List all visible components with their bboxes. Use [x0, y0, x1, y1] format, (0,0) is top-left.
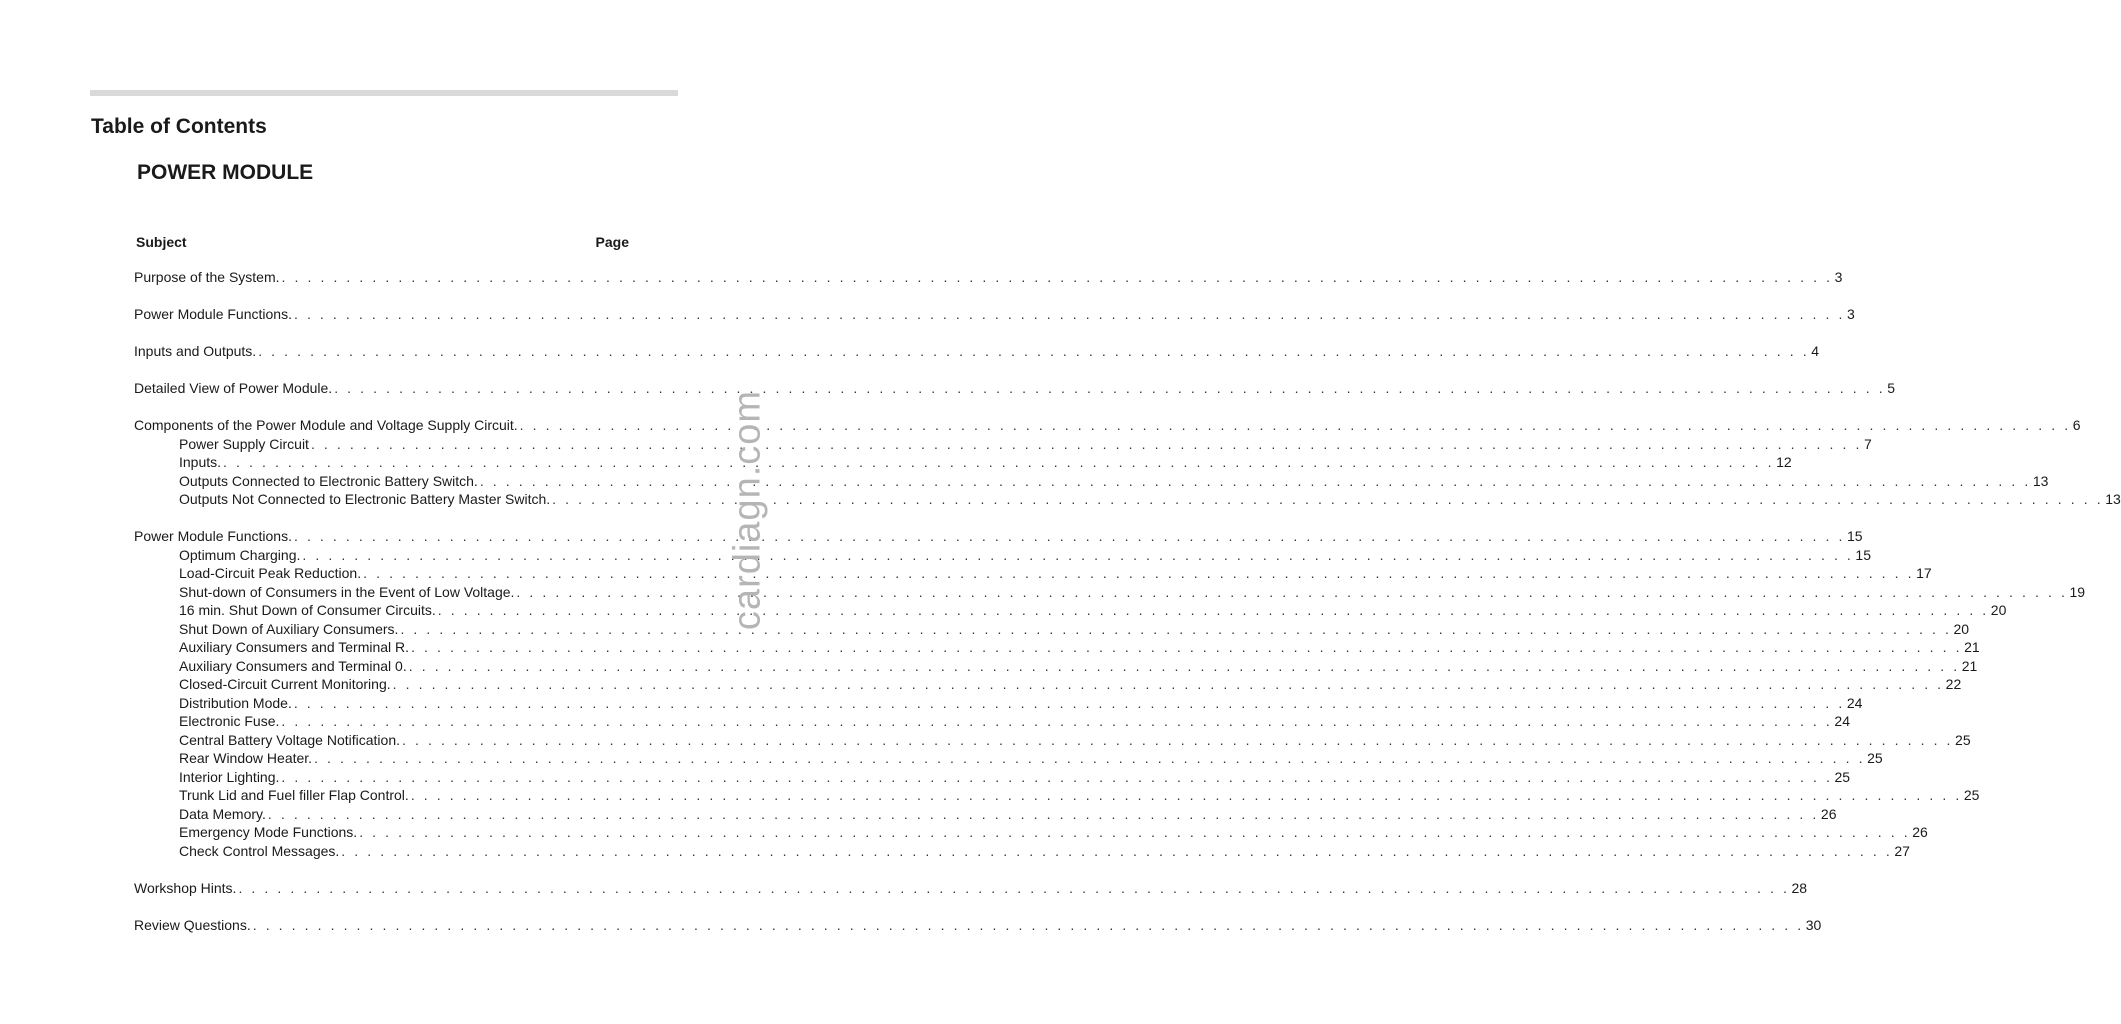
toc-entry — [134, 527, 1863, 546]
toc-subentry — [134, 435, 1872, 454]
dot-leader: . . . . . . . . . . . . . . . . . . . . . . . . . . . . . . . . . . . . . . . . . . . . . . . . . . . . . . . . . . . . . . . . . . . . . . . . . . . . . . . . . . . . . . . . . . . . . . . . . . . . . . . . . . . . . . . . . . . . . . . . — [238, 879, 1790, 896]
entry-page-number: 25 — [1867, 750, 1883, 766]
toc-subentry — [134, 749, 1883, 768]
entry-title: Check Control Messages. — [179, 842, 340, 859]
toc-subentry — [134, 472, 2049, 491]
entry-title: Emergency Mode Functions. — [179, 824, 358, 840]
entry-page-number: 20 — [1990, 602, 2007, 618]
toc-subentry — [134, 583, 2086, 602]
entry-title: Review Questions. — [134, 916, 251, 933]
entry-page-number: 24 — [1834, 713, 1850, 729]
toc-subentry — [134, 842, 1910, 861]
dot-leader: . . . . . . . . . . . . . . . . . . . . . . . . . . . . . . . . . . . . . . . . . . . . . . . . . . . . . . . . . . . . . . . . . . . . . . . . . . . . . . . . . . . . . . . . . . . . . . . . . . . . . . . . . . . . . . . . . . . . . . . . — [310, 435, 1862, 452]
entry-page-number: 4 — [1811, 343, 1820, 359]
entry-title: Purpose of the System. — [134, 269, 280, 285]
toc-subentry — [134, 805, 1837, 824]
entry-title: Distribution Mode. — [179, 694, 292, 711]
dot-leader: . . . . . . . . . . . . . . . . . . . . . . . . . . . . . . . . . . . . . . . . . . . . . . . . . . . . . . . . . . . . . . . . . . . . . . . . . . . . . . . . . . . . . . . . . . . . . . . . . . . . . . . . . . . . . . . . . . . . . . . . — [281, 713, 1833, 729]
entry-page-number: 22 — [1945, 676, 1962, 692]
entry-page-number: 21 — [1964, 639, 1980, 655]
dot-leader: . . . . . . . . . . . . . . . . . . . . . . . . . . . . . . . . . . . . . . . . . . . . . . . . . . . . . . . . . . . . . . . . . . . . . . . . . . . . . . . . . . . . . . . . . . . . . . . . . . . . . . . . . . . . . . . . . . . . . . . . — [410, 787, 1962, 803]
dot-leader: . . . . . . . . . . . . . . . . . . . . . . . . . . . . . . . . . . . . . . . . . . . . . . . . . . . . . . . . . . . . . . . . . . . . . . . . . . . . . . . . . . . . . . . . . . . . . . . . . . . . . . . . . . . . . . . . . . . . . . . . — [516, 583, 2068, 600]
toc-subentry — [134, 490, 2121, 509]
toc-entry — [134, 305, 1855, 324]
page-heading: Table of Contents — [91, 115, 267, 138]
toc-subentry — [134, 675, 1962, 694]
entry-title: Trunk Lid and Fuel filler Flap Control. — [179, 787, 409, 803]
toc-subentry — [134, 731, 1971, 750]
entry-page-number: 3 — [1834, 269, 1843, 285]
entry-title: Inputs and Outputs. — [134, 343, 257, 359]
toc-subentry — [134, 786, 1980, 805]
dot-leader: . . . . . . . . . . . . . . . . . . . . . . . . . . . . . . . . . . . . . . . . . . . . . . . . . . . . . . . . . . . . . . . . . . . . . . . . . . . . . . . . . . . . . . . . . . . . . . . . . . . . . . . . . . . . . . . . . . . . . . . . — [479, 472, 2031, 489]
toc-group — [134, 879, 1808, 898]
dot-leader: . . . . . . . . . . . . . . . . . . . . . . . . . . . . . . . . . . . . . . . . . . . . . . . . . . . . . . . . . . . . . . . . . . . . . . . . . . . . . . . . . . . . . . . . . . . . . . . . . . . . . . . . . . . . . . . . . . . . . . . . — [252, 916, 1804, 933]
entry-title: Power Supply Circuit — [179, 435, 309, 452]
entry-title: Electronic Fuse. — [179, 713, 280, 729]
entry-title: Data Memory. — [179, 805, 266, 822]
dot-leader: . . . . . . . . . . . . . . . . . . . . . . . . . . . . . . . . . . . . . . . . . . . . . . . . . . . . . . . . . . . . . . . . . . . . . . . . . . . . . . . . . . . . . . . . . . . . . . . . . . . . . . . . . . . . . . . . . . . . . . . . — [552, 491, 2104, 507]
entry-title: Power Module Functions. — [134, 306, 292, 322]
dot-leader: . . . . . . . . . . . . . . . . . . . . . . . . . . . . . . . . . . . . . . . . . . . . . . . . . . . . . . . . . . . . . . . . . . . . . . . . . . . . . . . . . . . . . . . . . . . . . . . . . . . . . . . . . . . . . . . . . . . . . . . . — [223, 454, 1775, 470]
toc-entry — [134, 268, 1843, 287]
toc-subentry — [134, 564, 1932, 583]
entry-title: Shut Down of Auxiliary Consumers. — [179, 620, 399, 637]
entry-page-number: 21 — [1961, 657, 1978, 674]
entry-title: Outputs Not Connected to Electronic Battery Master Switch. — [179, 491, 551, 507]
entry-title: Detailed View of Power Module. — [134, 380, 333, 396]
dot-leader: . . . . . . . . . . . . . . . . . . . . . . . . . . . . . . . . . . . . . . . . . . . . . . . . . . . . . . . . . . . . . . . . . . . . . . . . . . . . . . . . . . . . . . . . . . . . . . . . . . . . . . . . . . . . . . . . . . . . . . . . — [437, 602, 1989, 618]
dot-leader: . . . . . . . . . . . . . . . . . . . . . . . . . . . . . . . . . . . . . . . . . . . . . . . . . . . . . . . . . . . . . . . . . . . . . . . . . . . . . . . . . . . . . . . . . . . . . . . . . . . . . . . . . . . . . . . . . . . . . . . . — [302, 546, 1854, 563]
entry-title: 16 min. Shut Down of Consumer Circuits. — [179, 602, 436, 618]
entry-page-number: 20 — [1953, 620, 1970, 637]
entry-page-number: 25 — [1834, 768, 1851, 785]
toc-entry — [134, 416, 2081, 435]
dot-leader: . . . . . . . . . . . . . . . . . . . . . . . . . . . . . . . . . . . . . . . . . . . . . . . . . . . . . . . . . . . . . . . . . . . . . . . . . . . . . . . . . . . . . . . . . . . . . . . . . . . . . . . . . . . . . . . . . . . . . . . . — [334, 380, 1886, 396]
toc-subentry — [134, 657, 1978, 676]
entry-title: Central Battery Voltage Notification. — [179, 731, 401, 748]
entry-page-number: 13 — [2105, 491, 2121, 507]
entry-page-number: 17 — [1916, 565, 1932, 581]
entry-page-number: 19 — [2069, 583, 2086, 600]
dot-leader: . . . . . . . . . . . . . . . . . . . . . . . . . . . . . . . . . . . . . . . . . . . . . . . . . . . . . . . . . . . . . . . . . . . . . . . . . . . . . . . . . . . . . . . . . . . . . . . . . . . . . . . . . . . . . . . . . . . . . . . . — [293, 528, 1845, 544]
toc-group — [134, 268, 1843, 287]
toc-entry — [134, 916, 1822, 935]
toc-group — [134, 342, 1820, 361]
dot-leader: . . . . . . . . . . . . . . . . . . . . . . . . . . . . . . . . . . . . . . . . . . . . . . . . . . . . . . . . . . . . . . . . . . . . . . . . . . . . . . . . . . . . . . . . . . . . . . . . . . . . . . . . . . . . . . . . . . . . . . . . — [293, 694, 1845, 711]
entry-title: Workshop Hints. — [134, 879, 237, 896]
entry-title: Closed-Circuit Current Monitoring. — [179, 676, 391, 692]
entry-page-number: 30 — [1805, 916, 1822, 933]
entry-page-number: 24 — [1846, 694, 1863, 711]
toc-group — [134, 527, 2086, 860]
toc-entry — [134, 342, 1820, 361]
entry-page-number: 5 — [1887, 380, 1896, 396]
toc-entry — [134, 879, 1808, 898]
toc-subentry — [134, 694, 1863, 713]
toc-subentry — [134, 453, 1792, 472]
entry-title: Components of the Power Module and Voltage Supply Circuit. — [134, 417, 518, 433]
page-column-header: Page — [595, 234, 629, 250]
entry-page-number: 26 — [1912, 824, 1928, 840]
toc-entry — [134, 379, 1896, 398]
dot-leader: . . . . . . . . . . . . . . . . . . . . . . . . . . . . . . . . . . . . . . . . . . . . . . . . . . . . . . . . . . . . . . . . . . . . . . . . . . . . . . . . . . . . . . . . . . . . . . . . . . . . . . . . . . . . . . . . . . . . . . . . — [519, 417, 2071, 433]
toc-subentry — [134, 768, 1851, 787]
toc-subentry — [134, 546, 1871, 565]
entry-page-number: 28 — [1791, 879, 1808, 896]
entry-page-number: 7 — [1863, 435, 1872, 452]
entry-page-number: 25 — [1963, 787, 1980, 803]
entry-title: Inputs. — [179, 454, 222, 470]
entry-page-number: 15 — [1847, 528, 1863, 544]
dot-leader: . . . . . . . . . . . . . . . . . . . . . . . . . . . . . . . . . . . . . . . . . . . . . . . . . . . . . . . . . . . . . . . . . . . . . . . . . . . . . . . . . . . . . . . . . . . . . . . . . . . . . . . . . . . . . . . . . . . . . . . . — [400, 620, 1952, 637]
subject-column-header: Subject — [136, 234, 187, 250]
toc-group — [134, 379, 1896, 398]
dot-leader: . . . . . . . . . . . . . . . . . . . . . . . . . . . . . . . . . . . . . . . . . . . . . . . . . . . . . . . . . . . . . . . . . . . . . . . . . . . . . . . . . . . . . . . . . . . . . . . . . . . . . . . . . . . . . . . . . . . . . . . . — [341, 842, 1893, 859]
entry-page-number: 26 — [1820, 805, 1837, 822]
dot-leader: . . . . . . . . . . . . . . . . . . . . . . . . . . . . . . . . . . . . . . . . . . . . . . . . . . . . . . . . . . . . . . . . . . . . . . . . . . . . . . . . . . . . . . . . . . . . . . . . . . . . . . . . . . . . . . . . . . . . . . . . — [363, 565, 1915, 581]
toc-subentry — [134, 823, 1928, 842]
dot-leader: . . . . . . . . . . . . . . . . . . . . . . . . . . . . . . . . . . . . . . . . . . . . . . . . . . . . . . . . . . . . . . . . . . . . . . . . . . . . . . . . . . . . . . . . . . . . . . . . . . . . . . . . . . . . . . . . . . . . . . . . — [281, 768, 1833, 785]
dot-leader: . . . . . . . . . . . . . . . . . . . . . . . . . . . . . . . . . . . . . . . . . . . . . . . . . . . . . . . . . . . . . . . . . . . . . . . . . . . . . . . . . . . . . . . . . . . . . . . . . . . . . . . . . . . . . . . . . . . . . . . . — [258, 343, 1810, 359]
entry-title: Outputs Connected to Electronic Battery Switch. — [179, 472, 478, 489]
module-title: POWER MODULE — [137, 161, 314, 184]
dot-leader: . . . . . . . . . . . . . . . . . . . . . . . . . . . . . . . . . . . . . . . . . . . . . . . . . . . . . . . . . . . . . . . . . . . . . . . . . . . . . . . . . . . . . . . . . . . . . . . . . . . . . . . . . . . . . . . . . . . . . . . . — [281, 269, 1833, 285]
watermark: cardiagn.com — [726, 389, 769, 631]
dot-leader: . . . . . . . . . . . . . . . . . . . . . . . . . . . . . . . . . . . . . . . . . . . . . . . . . . . . . . . . . . . . . . . . . . . . . . . . . . . . . . . . . . . . . . . . . . . . . . . . . . . . . . . . . . . . . . . . . . . . . . . . — [267, 805, 1819, 822]
dot-leader: . . . . . . . . . . . . . . . . . . . . . . . . . . . . . . . . . . . . . . . . . . . . . . . . . . . . . . . . . . . . . . . . . . . . . . . . . . . . . . . . . . . . . . . . . . . . . . . . . . . . . . . . . . . . . . . . . . . . . . . . — [314, 750, 1866, 766]
dot-leader: . . . . . . . . . . . . . . . . . . . . . . . . . . . . . . . . . . . . . . . . . . . . . . . . . . . . . . . . . . . . . . . . . . . . . . . . . . . . . . . . . . . . . . . . . . . . . . . . . . . . . . . . . . . . . . . . . . . . . . . . — [408, 657, 1960, 674]
dot-leader: . . . . . . . . . . . . . . . . . . . . . . . . . . . . . . . . . . . . . . . . . . . . . . . . . . . . . . . . . . . . . . . . . . . . . . . . . . . . . . . . . . . . . . . . . . . . . . . . . . . . . . . . . . . . . . . . . . . . . . . . — [293, 306, 1845, 322]
dot-leader: . . . . . . . . . . . . . . . . . . . . . . . . . . . . . . . . . . . . . . . . . . . . . . . . . . . . . . . . . . . . . . . . . . . . . . . . . . . . . . . . . . . . . . . . . . . . . . . . . . . . . . . . . . . . . . . . . . . . . . . . — [392, 676, 1944, 692]
entry-page-number: 6 — [2072, 417, 2081, 433]
entry-page-number: 13 — [2032, 472, 2049, 489]
entry-title: Rear Window Heater. — [179, 750, 313, 766]
entry-title: Auxiliary Consumers and Terminal 0. — [179, 657, 407, 674]
entry-title: Interior Lighting. — [179, 768, 280, 785]
toc-subentry — [134, 601, 2007, 620]
dot-leader: . . . . . . . . . . . . . . . . . . . . . . . . . . . . . . . . . . . . . . . . . . . . . . . . . . . . . . . . . . . . . . . . . . . . . . . . . . . . . . . . . . . . . . . . . . . . . . . . . . . . . . . . . . . . . . . . . . . . . . . . — [359, 824, 1911, 840]
entry-title: Optimum Charging. — [179, 546, 301, 563]
entry-title: Load-Circuit Peak Reduction. — [179, 565, 362, 581]
dot-leader: . . . . . . . . . . . . . . . . . . . . . . . . . . . . . . . . . . . . . . . . . . . . . . . . . . . . . . . . . . . . . . . . . . . . . . . . . . . . . . . . . . . . . . . . . . . . . . . . . . . . . . . . . . . . . . . . . . . . . . . . — [402, 731, 1954, 748]
entry-page-number: 15 — [1855, 546, 1871, 563]
entry-title: Power Module Functions. — [134, 528, 292, 544]
entry-title: Shut-down of Consumers in the Event of Low Voltage. — [179, 583, 515, 600]
top-rule — [90, 90, 678, 96]
dot-leader: . . . . . . . . . . . . . . . . . . . . . . . . . . . . . . . . . . . . . . . . . . . . . . . . . . . . . . . . . . . . . . . . . . . . . . . . . . . . . . . . . . . . . . . . . . . . . . . . . . . . . . . . . . . . . . . . . . . . . . . . — [411, 639, 1963, 655]
toc-subentry — [134, 638, 1980, 657]
toc-subentry — [134, 712, 1850, 731]
entry-page-number: 25 — [1955, 731, 1971, 748]
entry-page-number: 27 — [1894, 842, 1910, 859]
entry-page-number: 3 — [1847, 306, 1855, 322]
toc-group — [134, 416, 2121, 509]
toc-group — [134, 916, 1822, 935]
entry-page-number: 12 — [1776, 454, 1792, 470]
toc-group — [134, 305, 1855, 324]
toc-subentry — [134, 620, 1970, 639]
entry-title: Auxiliary Consumers and Terminal R. — [179, 639, 410, 655]
